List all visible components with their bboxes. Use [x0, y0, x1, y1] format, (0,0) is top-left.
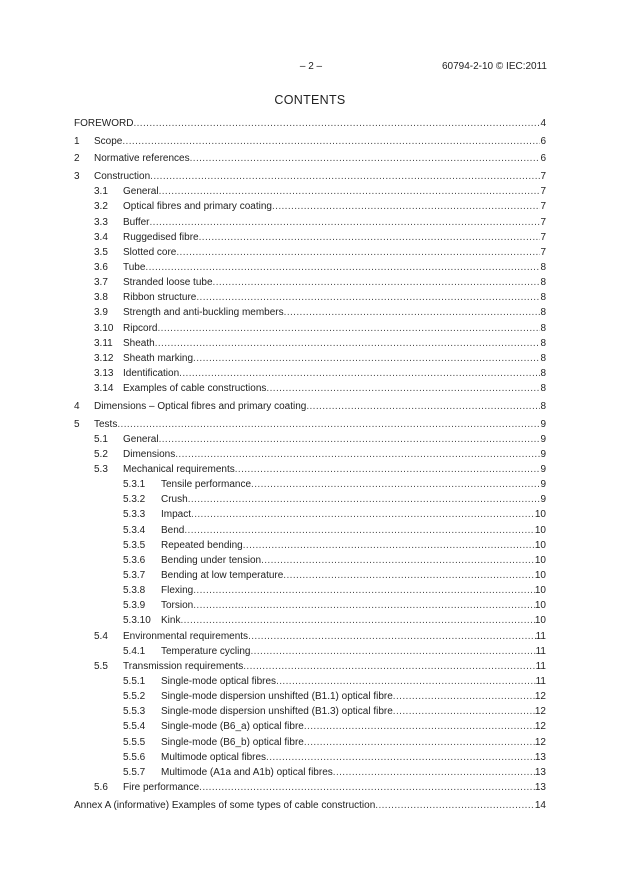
toc-entry-number: 5.3.8: [123, 585, 146, 597]
toc-entry[interactable]: [74, 765, 546, 780]
toc-entry-page: 9: [540, 433, 546, 445]
toc-entry-page: 10: [534, 524, 546, 536]
toc-entry-number: 3.6: [94, 262, 108, 274]
toc-entry-number: 5.1: [94, 433, 108, 445]
toc-entry-title: Bending at low temperature: [161, 570, 284, 582]
toc-entry-page: 8: [540, 307, 546, 319]
toc-entry[interactable]: [74, 613, 546, 628]
toc-entry[interactable]: [74, 735, 546, 750]
dot-leader: [333, 765, 535, 780]
toc-entry-number: 5.5.3: [123, 706, 146, 718]
toc-entry-title: General: [123, 433, 159, 445]
toc-entry-page: 6: [540, 153, 546, 165]
dot-leader: [133, 116, 540, 131]
toc-entry[interactable]: [74, 151, 546, 166]
toc-entry-title: Mechanical requirements: [123, 464, 235, 476]
toc-entry-number: 5.5.2: [123, 691, 146, 703]
toc-entry-number: 3.13: [94, 368, 114, 380]
toc-entry-number: 5.3.7: [123, 570, 146, 582]
toc-entry[interactable]: [74, 351, 546, 366]
toc-entry[interactable]: [74, 538, 546, 553]
toc-entry-number: 3.8: [94, 292, 108, 304]
toc-entry[interactable]: [74, 462, 546, 477]
toc-entry-number: 4: [74, 400, 80, 412]
toc-entry-title: Single-mode optical fibres: [161, 676, 277, 688]
toc-entry-title: Repeated bending: [161, 539, 243, 551]
toc-entry-title: Single-mode dispersion unshifted (B1.3) optical fibre: [161, 706, 393, 718]
toc-entry[interactable]: [74, 780, 546, 795]
toc-entry-page: 14: [534, 799, 546, 811]
toc-entry-page: 6: [540, 135, 546, 147]
toc-entry-title: FOREWORD: [74, 118, 134, 129]
dot-leader: [155, 336, 541, 351]
dot-leader: [261, 553, 535, 568]
dot-leader: [304, 719, 535, 734]
toc-entry-title: Slotted core: [123, 246, 177, 258]
toc-entry-number: 3.14: [94, 383, 114, 395]
toc-entry-page: 8: [540, 262, 546, 274]
toc-entry[interactable]: [74, 290, 546, 305]
dot-leader: [283, 568, 535, 583]
document-id: 60794-2-10 © IEC:2011: [441, 61, 547, 72]
toc-entry[interactable]: [74, 169, 546, 184]
toc-entry[interactable]: [74, 644, 546, 659]
toc-entry-page: 8: [540, 400, 546, 412]
toc-entry[interactable]: [74, 523, 546, 538]
dot-leader: [196, 290, 540, 305]
toc-entry-title: Bending under tension: [161, 554, 262, 566]
toc-entry[interactable]: [74, 507, 546, 522]
dot-leader: [193, 583, 535, 598]
toc-entry[interactable]: [74, 116, 546, 131]
toc-entry-title: Ripcord: [123, 322, 158, 334]
toc-entry-page: 12: [534, 706, 546, 718]
toc-entry-number: 1: [74, 135, 80, 147]
toc-entry-number: 5.4.1: [123, 645, 146, 657]
dot-leader: [284, 305, 541, 320]
toc-entry-title: Ruggedised fibre: [123, 231, 199, 243]
toc-entry-title: Torsion: [161, 600, 194, 612]
toc-entry-number: 5.3.6: [123, 554, 146, 566]
toc-entry-number: 5: [74, 418, 80, 430]
toc-entry[interactable]: [74, 674, 546, 689]
dot-leader: [145, 260, 540, 275]
toc-entry-title: Bend: [161, 524, 185, 536]
dot-leader: [375, 798, 535, 813]
dot-leader: [199, 780, 535, 795]
dot-leader: [159, 432, 541, 447]
toc-entry-title: Temperature cycling: [161, 645, 251, 657]
toc-entry-number: 5.5.1: [123, 676, 146, 688]
toc-entry-number: 5.5.5: [123, 736, 146, 748]
toc-entry[interactable]: [74, 321, 546, 336]
toc-entry[interactable]: [74, 432, 546, 447]
dot-leader: [235, 462, 541, 477]
toc-entry[interactable]: [74, 417, 546, 432]
toc-entry-number: 3.1: [94, 186, 108, 198]
dot-leader: [250, 644, 535, 659]
toc-entry[interactable]: [74, 553, 546, 568]
toc-entry-page: 13: [534, 751, 546, 763]
toc-entry-title: Ribbon structure: [123, 292, 197, 304]
toc-entry[interactable]: [74, 568, 546, 583]
toc-entry-title: Annex A (informative) Examples of some types of cable construction: [74, 799, 376, 811]
toc-entry-page: 9: [540, 418, 546, 430]
dot-leader: [193, 351, 540, 366]
dot-leader: [188, 492, 541, 507]
dot-leader: [193, 598, 535, 613]
toc-entry-title: Identification: [123, 368, 180, 380]
toc-entry-page: 10: [534, 554, 546, 566]
toc-entry-title: Single-mode (B6_b) optical fibre: [161, 736, 304, 748]
toc-entry-number: 5.3.1: [123, 479, 146, 491]
toc-entry-page: 11: [535, 645, 546, 657]
toc-entry-page: 11: [535, 660, 546, 672]
toc-entry[interactable]: [74, 492, 546, 507]
toc-entry-number: 5.3: [94, 464, 108, 476]
dot-leader: [276, 674, 536, 689]
toc-entry-number: 5.5.6: [123, 751, 146, 763]
toc-entry-title: Strength and anti-buckling members: [123, 307, 284, 319]
toc-entry-title: General: [123, 186, 159, 198]
toc-entry-page: 12: [534, 691, 546, 703]
toc-entry-title: Dimensions – Optical fibres and primary coating: [94, 400, 307, 412]
toc-entry-title: Multimode optical fibres: [161, 751, 267, 763]
toc-entry-number: 3.11: [94, 337, 113, 349]
toc-entry-number: 2: [74, 153, 80, 165]
toc-entry[interactable]: [74, 275, 546, 290]
page-number-label: – 2 –: [299, 61, 323, 72]
dot-leader: [122, 134, 540, 149]
dot-leader: [199, 230, 541, 245]
toc-entry-number: 5.5: [94, 660, 108, 672]
toc-entry-page: 8: [540, 337, 546, 349]
toc-entry[interactable]: [74, 477, 546, 492]
dot-leader: [117, 417, 540, 432]
toc-entry-number: 3: [74, 171, 80, 183]
toc-entry-page: 10: [534, 585, 546, 597]
toc-entry-page: 7: [540, 201, 546, 213]
dot-leader: [304, 735, 535, 750]
toc-entry-page: 7: [540, 171, 546, 183]
toc-entry-number: 5.5.4: [123, 721, 146, 733]
toc-entry[interactable]: [74, 659, 546, 674]
toc-entry-page: 11: [535, 676, 546, 688]
toc-entry-page: 13: [534, 782, 546, 794]
toc-entry-title: Flexing: [161, 585, 194, 597]
dot-leader: [159, 184, 541, 199]
toc-entry-title: Crush: [161, 494, 188, 506]
toc-entry-page: 7: [540, 186, 546, 198]
toc-entry-title: Optical fibres and primary coating: [123, 201, 272, 213]
dot-leader: [266, 381, 540, 396]
dot-leader: [266, 750, 535, 765]
toc-entry-title: Examples of cable constructions: [123, 383, 267, 395]
toc-entry-page: 7: [540, 216, 546, 228]
dot-leader: [150, 169, 540, 184]
dot-leader: [243, 538, 535, 553]
dot-leader: [190, 151, 541, 166]
toc-entry-title: Buffer: [123, 216, 150, 228]
toc-entry-title: Tests: [94, 418, 118, 430]
toc-entry-number: 5.4: [94, 630, 108, 642]
toc-entry[interactable]: [74, 719, 546, 734]
toc-entry-number: 3.2: [94, 201, 108, 213]
toc-entry-page: 8: [540, 277, 546, 289]
toc-entry-title: Construction: [94, 171, 151, 183]
toc-entry-title: Tube: [123, 262, 146, 274]
toc-entry[interactable]: [74, 381, 546, 396]
toc-entry-number: 3.9: [94, 307, 108, 319]
toc-entry-number: 3.7: [94, 277, 108, 289]
toc-entry-title: Environmental requirements: [123, 630, 249, 642]
toc-entry-title: Fire performance: [123, 782, 200, 794]
toc-entry[interactable]: [74, 447, 546, 462]
toc-entry-page: 10: [534, 600, 546, 612]
toc-entry-page: 8: [540, 383, 546, 395]
toc-entry-page: 8: [540, 352, 546, 364]
toc-entry-number: 5.6: [94, 782, 108, 794]
toc-entry-title: Tensile performance: [161, 479, 252, 491]
toc-entry[interactable]: [74, 583, 546, 598]
toc-entry-page: 13: [534, 766, 546, 778]
toc-entry-page: 8: [540, 368, 546, 380]
toc-entry-title: Impact: [161, 509, 192, 521]
toc-entry-number: 5.3.10: [123, 615, 151, 627]
toc-entry-title: Single-mode (B6_a) optical fibre: [161, 721, 304, 733]
toc-entry-page: 12: [534, 736, 546, 748]
toc-entry[interactable]: [74, 199, 546, 214]
toc-entry-number: 5.3.3: [123, 509, 146, 521]
dot-leader: [191, 507, 535, 522]
toc-entry-title: Kink: [161, 615, 181, 627]
toc-entry[interactable]: [74, 305, 546, 320]
toc-entry[interactable]: [74, 399, 546, 414]
toc-entry-page: 7: [540, 246, 546, 258]
dot-leader: [251, 477, 540, 492]
dot-leader: [179, 366, 540, 381]
toc-entry-number: 3.4: [94, 231, 108, 243]
toc-entry-page: 9: [540, 464, 546, 476]
toc-entry-page: 10: [534, 570, 546, 582]
toc-entry-number: 5.5.7: [123, 766, 146, 778]
dot-leader: [184, 523, 535, 538]
toc-entry-number: 5.2: [94, 448, 108, 460]
dot-leader: [393, 689, 535, 704]
toc-entry-number: 5.3.2: [123, 494, 146, 506]
dot-leader: [272, 199, 540, 214]
toc-entry-title: Transmission requirements: [123, 660, 244, 672]
toc-entry-title: Sheath marking: [123, 352, 194, 364]
toc-entry-page: 10: [534, 539, 546, 551]
toc-entry-title: Sheath: [123, 337, 155, 349]
toc-entry-number: 3.12: [94, 352, 114, 364]
toc-entry[interactable]: [74, 336, 546, 351]
toc-entry-number: 5.3.9: [123, 600, 146, 612]
dot-leader: [176, 245, 540, 260]
toc-entry[interactable]: [74, 245, 546, 260]
toc-entry[interactable]: [74, 598, 546, 613]
toc-entry-number: 3.5: [94, 246, 108, 258]
toc-entry-page: 9: [540, 494, 546, 506]
toc-entry[interactable]: [74, 689, 546, 704]
toc-entry[interactable]: [74, 184, 546, 199]
toc-entry-page: 4: [540, 118, 546, 129]
toc-entry[interactable]: [74, 260, 546, 275]
toc-entry-number: 5.3.4: [123, 524, 146, 536]
toc-entry-title: Dimensions: [123, 448, 176, 460]
toc-entry[interactable]: [74, 798, 546, 813]
toc-entry[interactable]: [74, 366, 546, 381]
toc-entry[interactable]: [74, 215, 546, 230]
dot-leader: [248, 629, 536, 644]
contents-heading: CONTENTS: [274, 93, 346, 107]
dot-leader: [243, 659, 535, 674]
toc-entry-title: Single-mode dispersion unshifted (B1.1) optical fibre: [161, 691, 393, 703]
toc-entry[interactable]: [74, 230, 546, 245]
dot-leader: [180, 613, 534, 628]
dot-leader: [213, 275, 541, 290]
dot-leader: [393, 704, 535, 719]
dot-leader: [150, 215, 541, 230]
toc-entry-page: 8: [540, 322, 546, 334]
toc-entry[interactable]: [74, 629, 546, 644]
toc-entry-page: 8: [540, 292, 546, 304]
toc-entry[interactable]: [74, 750, 546, 765]
dot-leader: [157, 321, 540, 336]
toc-entry-title: Stranded loose tube: [123, 277, 213, 289]
toc-entry-page: 7: [540, 231, 546, 243]
toc-entry-title: Multimode (A1a and A1b) optical fibres: [161, 766, 333, 778]
toc-entry-page: 9: [540, 479, 546, 491]
toc-entry-number: 5.3.5: [123, 539, 146, 551]
toc-entry-title: Scope: [94, 135, 123, 147]
toc-entry-page: 11: [535, 630, 546, 642]
toc-entry-page: 10: [534, 509, 546, 521]
toc-entry-page: 10: [534, 615, 546, 627]
toc-entry-page: 9: [540, 448, 546, 460]
toc-entry[interactable]: [74, 704, 546, 719]
toc-entry-number: 3.3: [94, 216, 108, 228]
toc-entry[interactable]: [74, 134, 546, 149]
dot-leader: [306, 399, 540, 414]
dot-leader: [175, 447, 540, 462]
toc-entry-number: 3.10: [94, 322, 114, 334]
table-of-contents: [74, 116, 546, 813]
toc-entry-title: Normative references: [94, 153, 190, 165]
toc-entry-page: 12: [534, 721, 546, 733]
